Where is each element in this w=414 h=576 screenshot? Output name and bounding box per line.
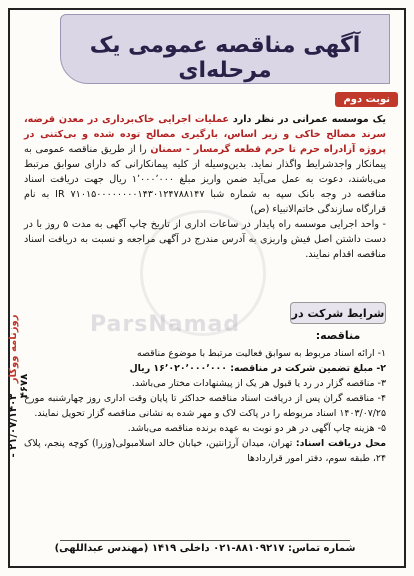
- intro-text: [24, 112, 386, 262]
- issue-date: ۲۱/۰۷/۱۴۰۳ - ۴۶۷۸: [8, 373, 30, 458]
- address-text: تهران، میدان آرژانتین، خیابان خالد اسلامبولی(وزرا) کوچه پنجم، پلاک ۲۴، طبقه سوم، دفتر امور قراردادها: [24, 438, 386, 464]
- edition-badge: نوبت دوم: [335, 92, 398, 107]
- condition-item: ۱- ارائه اسناد مربوط به سوابق فعالیت مرتبط با موضوع مناقصه: [137, 348, 386, 359]
- divider: [60, 540, 350, 541]
- publication-name: روزنامه ووکار: [8, 314, 19, 384]
- conditions-title: شرایط شرکت در مناقصه:: [290, 302, 386, 324]
- condition-item: ۵- هزینه چاپ آگهی در هر دو نوبت به عهده برنده مناقصه می‌باشد.: [127, 423, 386, 434]
- condition-item: ۴- مناقصه گران پس از دریافت اسناد مناقصه حداکثر تا پایان وقت اداری روز چهارشنبه مورخ ۱۴۰۳/۰۷/۲۵ اسناد مربوطه را در پاکت لاک و مهر شده به نشانی مناقصه گزار تحویل نمایند.: [24, 393, 386, 419]
- guarantee-amount: ۲- مبلغ تضمین شرکت در مناقصه: ۱۶٬۰۲۰٬۰۰۰٬۰۰۰ ریال: [129, 363, 386, 374]
- intro-part1: یک موسسه عمرانی در نظر دارد: [228, 114, 386, 125]
- contact-phone: شماره تماس: ۸۸۱۰۹۲۱۷-۰۲۱ داخلی ۱۴۱۹ (مهندس عبداللهی): [54, 543, 356, 554]
- condition-item: ۳- مناقصه گزار در رد یا قبول هر یک از پیشنهادات مختار می‌باشد.: [131, 378, 386, 389]
- project-description: عملیات اجرایی خاک‌برداری در معدن قرضه، سرند مصالح خاکی و زیر اساس، بارگیری مصالح توده شده و بی‌کتنی در پروژه آزادراه حرم تا حرم قطعه گرمسار - سمنان: [24, 114, 386, 155]
- ad-title: آگهی مناقصه عمومی یک مرحله‌ای: [89, 33, 361, 83]
- notice-paragraph: - واحد اجرایی موسسه راه پایدار در ساعات اداری از تاریخ چاپ آگهی به مدت ۵ روز با در دست داشتن اصل فیش واریزی به آدرس مندرج در آگهی مراجعه و نسبت به دریافت اسناد مناقصه اقدام نمایند.: [24, 219, 387, 260]
- header-banner: [60, 14, 390, 84]
- address-label: محل دریافت اسناد:: [295, 438, 386, 449]
- watermark-text: ParsNamad: [90, 312, 241, 337]
- conditions-list: [24, 346, 386, 466]
- intro-part2: را از طریق مناقصه عمومی به پیمانکار واجدشرایط واگذار نماید. بدین‌وسیله از کلیه پیمانکارانی که دارای سوابق مرتبط می‌باشند، دعوت به عمل می‌آید ضمن واریز مبلغ ۱٬۰۰۰٬۰۰۰ ریال جهت دریافت اسناد مناقصه در وجه بانک سپه به شماره شبا IR ۷۱۰۱۵۰۰۰۰۰۰۰۰۱۴۳۰۱۲۴۷۸۸۱۴۷ به نام قرارگاه سازندگی خاتم‌الانبیاء (ص): [24, 144, 386, 215]
